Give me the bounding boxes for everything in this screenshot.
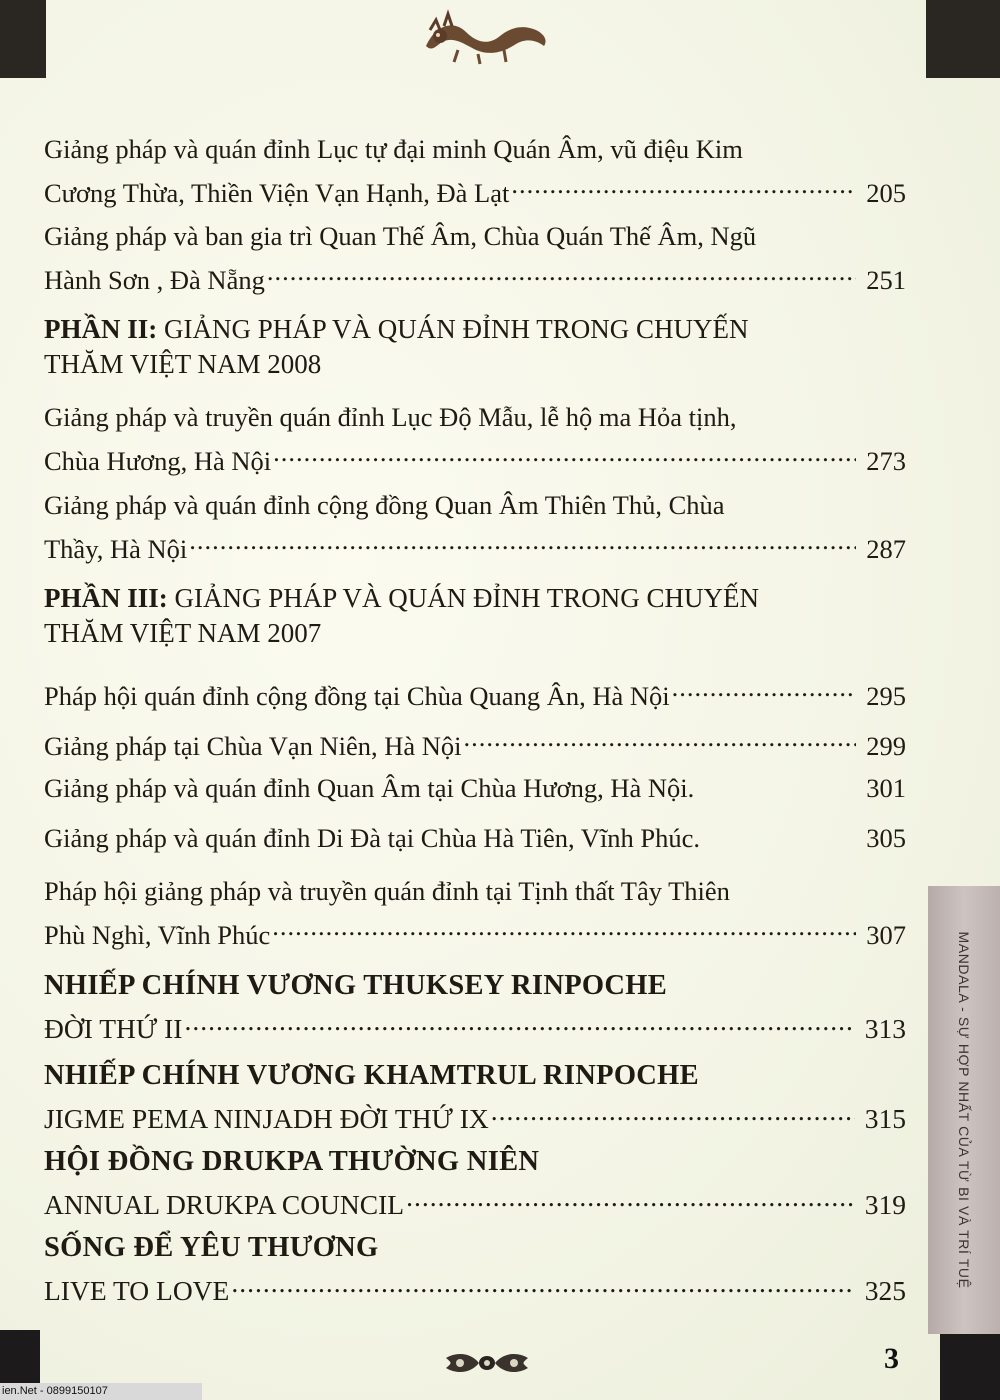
toc-entry-title: Giảng pháp và truyền quán đỉnh Lục Độ Mẫu, lễ hộ ma Hỏa tịnh, [44, 402, 737, 432]
toc-entry-title: Giảng pháp và quán đỉnh cộng đồng Quan Âm Thiên Thủ, Chùa [44, 490, 725, 520]
toc-entry-title: Giảng pháp và quán đỉnh Lục tự đại minh Quán Âm, vũ điệu Kim [44, 134, 743, 164]
photo-shadow-top-right [926, 0, 1000, 78]
toc-entry[interactable] [44, 720, 906, 764]
toc-entry-title: Giảng pháp tại Chùa Vạn Niên, Hà Nội [44, 731, 462, 761]
part-title-cont: THĂM VIỆT NAM 2008 [44, 349, 322, 379]
toc-page-number: 287 [866, 534, 906, 564]
toc-page-number: 251 [866, 265, 906, 295]
toc-page-number: 301 [866, 773, 906, 803]
toc-entry-subtitle: JIGME PEMA NINJADH ĐỜI THỨ IX [44, 1103, 489, 1134]
dot-leader [464, 720, 857, 755]
toc-heading: NHIẾP CHÍNH VƯƠNG KHAMTRUL RINPOCHE [44, 1060, 699, 1091]
dot-leader [491, 1093, 855, 1128]
toc-entry-title-cont: Hành Sơn , Đà Nẵng [44, 265, 265, 295]
dot-leader [231, 1265, 854, 1300]
part-title-cont: THĂM VIỆT NAM 2007 [44, 618, 322, 648]
toc-entry[interactable] [44, 1058, 906, 1136]
toc-entry-title: Giảng pháp và ban gia trì Quan Thế Âm, Chùa Quán Thế Âm, Ngũ [44, 221, 757, 251]
toc-entry-subtitle: ĐỜI THỨ II [44, 1013, 183, 1044]
toc-entry[interactable] [44, 132, 906, 211]
dot-leader [267, 254, 856, 289]
toc-page-number: 299 [866, 731, 906, 761]
toc-entry[interactable] [44, 219, 906, 298]
toc-entry-title-cont: Chùa Hương, Hà Nội [44, 446, 272, 476]
toc-heading: NHIẾP CHÍNH VƯƠNG THUKSEY RINPOCHE [44, 970, 668, 1001]
toc-entry[interactable] [44, 670, 906, 714]
toc-entry-title: Giảng pháp và quán đỉnh Quan Âm tại Chùa Hương, Hà Nội. [44, 773, 695, 803]
side-tab-text: MANDALA - SỰ HỢP NHẤT CỦA TỪ BI VÀ TRÍ TUỆ [956, 931, 972, 1289]
toc-entry-title: Pháp hội giảng pháp và truyền quán đỉnh tại Tịnh thất Tây Thiên [44, 876, 730, 906]
toc-entry-title: Pháp hội quán đỉnh cộng đồng tại Chùa Quang Ân, Hà Nội [44, 681, 670, 711]
dot-leader [189, 523, 856, 558]
toc-page-number: 305 [866, 823, 906, 853]
toc-page-number: 319 [864, 1189, 906, 1220]
toc-page-number: 205 [866, 178, 906, 208]
dot-leader [273, 435, 856, 470]
part-title: GIẢNG PHÁP VÀ QUÁN ĐỈNH TRONG CHUYẾN [157, 314, 749, 344]
toc-entry-subtitle: ANNUAL DRUKPA COUNCIL [44, 1189, 405, 1220]
vajra-ornament-icon [440, 1346, 534, 1380]
toc-entry[interactable] [44, 771, 906, 806]
toc-page-number: 325 [864, 1275, 906, 1306]
dragon-ornament-icon [418, 6, 552, 70]
toc-entry[interactable] [44, 821, 906, 856]
toc-entry-title-cont: Phù Nghì, Vĩnh Phúc [44, 920, 271, 950]
part-heading [44, 312, 906, 382]
dot-leader [511, 167, 856, 202]
part-label: PHẦN II: [44, 314, 158, 344]
toc-entry[interactable] [44, 968, 906, 1046]
toc-page-number: 295 [866, 681, 906, 711]
dot-leader [184, 1003, 854, 1038]
part-label: PHẦN III: [44, 583, 168, 613]
toc-page-number: 307 [866, 920, 906, 950]
toc-entry[interactable] [44, 488, 906, 567]
dot-leader [406, 1179, 855, 1214]
toc-page-number: 313 [864, 1013, 906, 1044]
toc-page-number: 315 [864, 1103, 906, 1134]
dot-leader [272, 909, 856, 944]
watermark-text: ien.Net - 0899150107 [0, 1383, 202, 1400]
toc-entry-subtitle: LIVE TO LOVE [44, 1275, 230, 1306]
dot-leader [672, 670, 857, 705]
page-number: 3 [884, 1342, 899, 1375]
photo-shadow-bottom-right [940, 1330, 1000, 1400]
toc-heading: SỐNG ĐỂ YÊU THƯƠNG [44, 1232, 379, 1263]
toc-entry-title-cont: Cương Thừa, Thiền Viện Vạn Hạnh, Đà Lạt [44, 178, 510, 208]
part-title: GIẢNG PHÁP VÀ QUÁN ĐỈNH TRONG CHUYẾN [167, 583, 760, 613]
toc-entry[interactable] [44, 1230, 906, 1308]
toc-entry[interactable] [44, 874, 906, 953]
toc-entry-title-cont: Thầy, Hà Nội [44, 534, 188, 564]
toc-entry-title: Giảng pháp và quán đỉnh Di Đà tại Chùa Hà Tiên, Vĩnh Phúc. [44, 823, 701, 853]
toc-entry[interactable] [44, 1144, 906, 1222]
photo-shadow-top-left [0, 0, 46, 78]
toc-heading: HỘI ĐỒNG DRUKPA THƯỜNG NIÊN [44, 1146, 540, 1177]
toc-page-number: 273 [866, 446, 906, 476]
toc-entry[interactable] [44, 400, 906, 479]
part-heading [44, 581, 906, 651]
